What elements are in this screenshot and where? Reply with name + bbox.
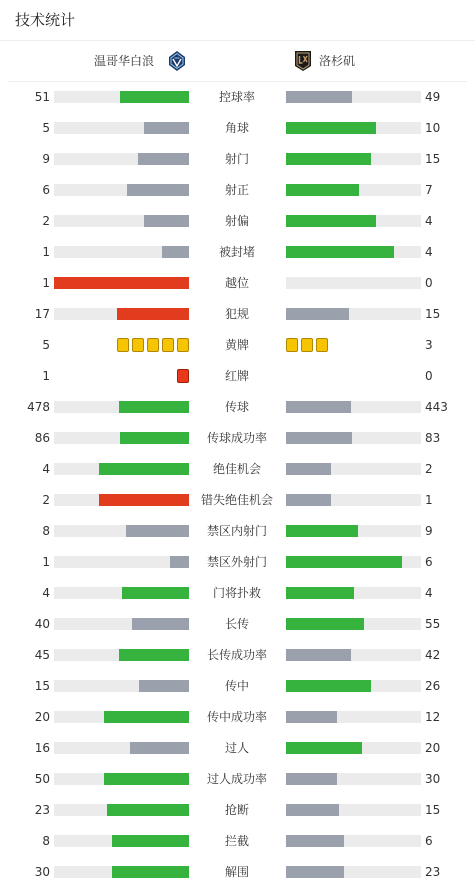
home-stat-bar-fill [117, 308, 189, 320]
home-stat-bar-fill [120, 91, 189, 103]
stat-row [0, 516, 475, 547]
stat-label: 射偏 [224, 214, 249, 228]
home-stat-bar [54, 463, 189, 475]
away-stat-bar [286, 246, 421, 258]
away-stat-bar-fill [286, 308, 349, 320]
stat-label: 犯规 [224, 307, 249, 321]
home-stat-value: 4 [42, 586, 50, 600]
away-stat-bar [286, 91, 421, 103]
away-stat-bar [286, 556, 421, 568]
red-card-icon [177, 369, 189, 383]
stat-label: 长传成功率 [206, 648, 267, 662]
home-stat-bar-fill [170, 556, 189, 568]
home-stat-value: 2 [42, 214, 50, 228]
stat-label: 解围 [224, 865, 249, 879]
home-stat-bar [54, 525, 189, 537]
stat-label: 射门 [224, 152, 249, 166]
home-stat-value: 1 [42, 276, 50, 290]
home-stat-value: 16 [34, 741, 50, 755]
stat-label: 拦截 [224, 834, 249, 848]
home-stat-bar-fill [144, 122, 189, 134]
stat-row [0, 454, 475, 485]
away-stat-value: 443 [425, 400, 448, 414]
away-stat-bar [286, 835, 421, 847]
yellow-card-icon [162, 338, 174, 352]
away-stat-bar-fill [286, 711, 337, 723]
home-stat-bar [54, 401, 189, 413]
away-stat-value: 55 [425, 617, 441, 631]
stat-row [0, 702, 475, 733]
yellow-card-icon [132, 338, 144, 352]
stat-row [0, 671, 475, 702]
stat-row [0, 733, 475, 764]
away-stat-bar [286, 649, 421, 661]
away-stat-bar-fill [286, 215, 376, 227]
stat-row [0, 82, 475, 113]
home-stat-value: 8 [42, 524, 50, 538]
home-stat-value: 40 [34, 617, 50, 631]
home-stat-value: 478 [27, 400, 50, 414]
away-stat-value: 4 [425, 245, 433, 259]
stat-label: 门将扑救 [212, 586, 261, 600]
away-stat-value: 12 [425, 710, 441, 724]
home-stat-value: 1 [42, 369, 50, 383]
home-stat-value: 15 [34, 679, 50, 693]
away-stat-value: 49 [425, 90, 441, 104]
away-stat-value: 4 [425, 214, 433, 228]
home-stat-value: 86 [34, 431, 50, 445]
home-stat-bar-fill [99, 494, 189, 506]
stat-label: 抢断 [224, 803, 249, 817]
stat-label: 传中 [224, 679, 249, 693]
home-cards [177, 369, 189, 383]
stat-row [0, 826, 475, 857]
stat-label: 越位 [224, 276, 249, 290]
home-stat-value: 50 [34, 772, 50, 786]
away-stat-bar [286, 432, 421, 444]
away-stat-value: 9 [425, 524, 433, 538]
home-stat-bar [54, 804, 189, 816]
away-stat-bar [286, 308, 421, 320]
stat-row [0, 144, 475, 175]
home-stat-bar [54, 680, 189, 692]
away-stat-value: 83 [425, 431, 441, 445]
away-stat-bar [286, 122, 421, 134]
home-stat-value: 2 [42, 493, 50, 507]
home-stat-bar-fill [144, 215, 189, 227]
home-stat-bar-fill [104, 711, 189, 723]
stat-row [0, 299, 475, 330]
away-stat-bar [286, 153, 421, 165]
home-stat-value: 6 [42, 183, 50, 197]
home-stat-value: 5 [42, 338, 50, 352]
home-stat-bar [54, 184, 189, 196]
home-stat-bar [54, 277, 189, 289]
home-stat-value: 4 [42, 462, 50, 476]
away-stat-bar [286, 277, 421, 289]
stat-label: 错失绝佳机会 [200, 493, 273, 507]
home-stat-bar-fill [127, 184, 189, 196]
away-stat-bar-fill [286, 649, 351, 661]
away-stat-value: 26 [425, 679, 441, 693]
home-stat-bar-fill [130, 742, 189, 754]
home-team-logo[interactable] [167, 50, 187, 72]
away-stat-bar-fill [286, 494, 331, 506]
yellow-card-icon [147, 338, 159, 352]
home-stat-value: 45 [34, 648, 50, 662]
away-stat-bar-fill [286, 742, 362, 754]
away-stat-bar [286, 866, 421, 878]
away-stat-bar [286, 184, 421, 196]
away-stat-value: 6 [425, 834, 433, 848]
home-stat-bar [54, 153, 189, 165]
home-team-name[interactable]: 温哥华白浪 [93, 54, 154, 68]
stat-label: 禁区内射门 [206, 524, 267, 538]
away-stat-value: 4 [425, 586, 433, 600]
home-stat-bar [54, 835, 189, 847]
home-stat-bar-fill [120, 432, 189, 444]
away-stat-bar-fill [286, 587, 354, 599]
stat-row [0, 547, 475, 578]
home-stat-bar [54, 649, 189, 661]
away-stat-bar-fill [286, 804, 339, 816]
home-stat-bar-fill [122, 587, 190, 599]
home-stat-bar [54, 742, 189, 754]
home-stat-bar-fill [107, 804, 189, 816]
stat-label: 角球 [224, 121, 249, 135]
stat-row [0, 175, 475, 206]
away-stat-bar-fill [286, 153, 371, 165]
away-stat-value: 7 [425, 183, 433, 197]
away-stat-bar [286, 463, 421, 475]
stat-label: 过人成功率 [206, 772, 267, 786]
home-stat-bar-fill [162, 246, 189, 258]
away-stat-bar [286, 494, 421, 506]
home-stat-value: 23 [34, 803, 50, 817]
away-stat-bar [286, 587, 421, 599]
home-stat-bar [54, 618, 189, 630]
home-stat-bar-fill [112, 835, 189, 847]
home-stat-value: 20 [34, 710, 50, 724]
away-stat-bar-fill [286, 556, 402, 568]
stat-label: 禁区外射门 [206, 555, 267, 569]
away-stat-value: 0 [425, 369, 433, 383]
away-stat-bar-fill [286, 246, 394, 258]
away-cards [286, 338, 328, 352]
stat-row [0, 237, 475, 268]
stat-label: 传中成功率 [206, 710, 267, 724]
away-stat-bar [286, 773, 421, 785]
yellow-card-icon [301, 338, 313, 352]
home-stat-bar-fill [54, 277, 189, 289]
home-stat-bar [54, 432, 189, 444]
stat-row [0, 330, 475, 361]
stat-row [0, 640, 475, 671]
away-stat-bar [286, 618, 421, 630]
stat-row [0, 268, 475, 299]
away-stat-bar [286, 215, 421, 227]
home-stat-value: 5 [42, 121, 50, 135]
home-stat-bar [54, 866, 189, 878]
away-stat-bar-fill [286, 401, 351, 413]
home-stat-bar [54, 91, 189, 103]
away-stat-bar-fill [286, 773, 337, 785]
stat-label: 射正 [224, 183, 249, 197]
stat-row [0, 113, 475, 144]
home-stat-value: 1 [42, 245, 50, 259]
home-stat-value: 51 [34, 90, 50, 104]
away-stat-bar-fill [286, 866, 344, 878]
stat-row [0, 857, 475, 888]
yellow-card-icon [117, 338, 129, 352]
stat-row [0, 764, 475, 795]
away-stat-value: 30 [425, 772, 441, 786]
stat-label: 红牌 [224, 369, 249, 383]
stat-label: 控球率 [218, 90, 255, 104]
stat-row [0, 485, 475, 516]
home-stat-bar [54, 773, 189, 785]
home-stat-value: 17 [34, 307, 50, 321]
home-stat-bar-fill [138, 153, 189, 165]
home-stat-bar-fill [139, 680, 189, 692]
home-cards [117, 338, 189, 352]
away-stat-value: 1 [425, 493, 433, 507]
away-stat-bar [286, 711, 421, 723]
away-stat-value: 3 [425, 338, 433, 352]
stat-row [0, 578, 475, 609]
away-stat-value: 20 [425, 741, 441, 755]
home-stat-bar [54, 711, 189, 723]
home-stat-bar [54, 215, 189, 227]
stat-label: 被封堵 [218, 245, 255, 259]
stat-row [0, 392, 475, 423]
stat-label: 长传 [224, 617, 249, 631]
teams-header [8, 41, 467, 82]
away-stat-value: 15 [425, 803, 441, 817]
away-stat-bar-fill [286, 184, 359, 196]
away-stat-bar-fill [286, 91, 352, 103]
away-team-name[interactable]: 洛杉矶 [319, 54, 356, 68]
away-stat-bar [286, 680, 421, 692]
home-stat-value: 30 [34, 865, 50, 879]
home-stat-bar [54, 122, 189, 134]
away-stat-value: 0 [425, 276, 433, 290]
home-stat-bar-fill [119, 401, 189, 413]
away-stat-bar [286, 401, 421, 413]
away-stat-value: 10 [425, 121, 441, 135]
stat-row [0, 609, 475, 640]
home-stat-bar [54, 494, 189, 506]
away-stat-bar [286, 742, 421, 754]
away-stat-value: 2 [425, 462, 433, 476]
stat-label: 传球 [224, 400, 249, 414]
home-stat-value: 9 [42, 152, 50, 166]
stat-label: 黄牌 [224, 338, 249, 352]
home-stat-bar-fill [112, 866, 189, 878]
away-team-logo[interactable] [293, 50, 313, 72]
away-stat-bar-fill [286, 835, 344, 847]
stat-label: 过人 [224, 741, 249, 755]
stat-row [0, 361, 475, 392]
away-stat-bar [286, 525, 421, 537]
away-stat-value: 42 [425, 648, 441, 662]
home-stat-bar [54, 246, 189, 258]
yellow-card-icon [177, 338, 189, 352]
yellow-card-icon [286, 338, 298, 352]
away-stat-bar [286, 804, 421, 816]
away-stat-bar-fill [286, 618, 364, 630]
away-stat-bar-fill [286, 680, 371, 692]
home-stat-bar-fill [99, 463, 189, 475]
away-stat-value: 6 [425, 555, 433, 569]
home-stat-bar-fill [126, 525, 189, 537]
stat-row [0, 795, 475, 826]
home-stat-bar [54, 587, 189, 599]
home-stat-value: 8 [42, 834, 50, 848]
stat-label: 绝佳机会 [212, 462, 261, 476]
stats-list [0, 82, 475, 888]
home-stat-bar-fill [132, 618, 189, 630]
home-stat-value: 1 [42, 555, 50, 569]
away-stat-bar-fill [286, 122, 376, 134]
home-stat-bar [54, 556, 189, 568]
home-stat-bar-fill [104, 773, 189, 785]
away-stat-value: 15 [425, 152, 441, 166]
away-stat-bar-fill [286, 525, 358, 537]
stat-row [0, 206, 475, 237]
home-stat-bar [54, 308, 189, 320]
away-stat-bar-fill [286, 432, 352, 444]
away-stat-bar-fill [286, 463, 331, 475]
stat-row [0, 423, 475, 454]
away-stat-value: 23 [425, 865, 441, 879]
page-title: 技术统计 [0, 0, 475, 41]
home-stat-bar-fill [119, 649, 189, 661]
away-stat-value: 15 [425, 307, 441, 321]
stat-label: 传球成功率 [206, 431, 267, 445]
yellow-card-icon [316, 338, 328, 352]
